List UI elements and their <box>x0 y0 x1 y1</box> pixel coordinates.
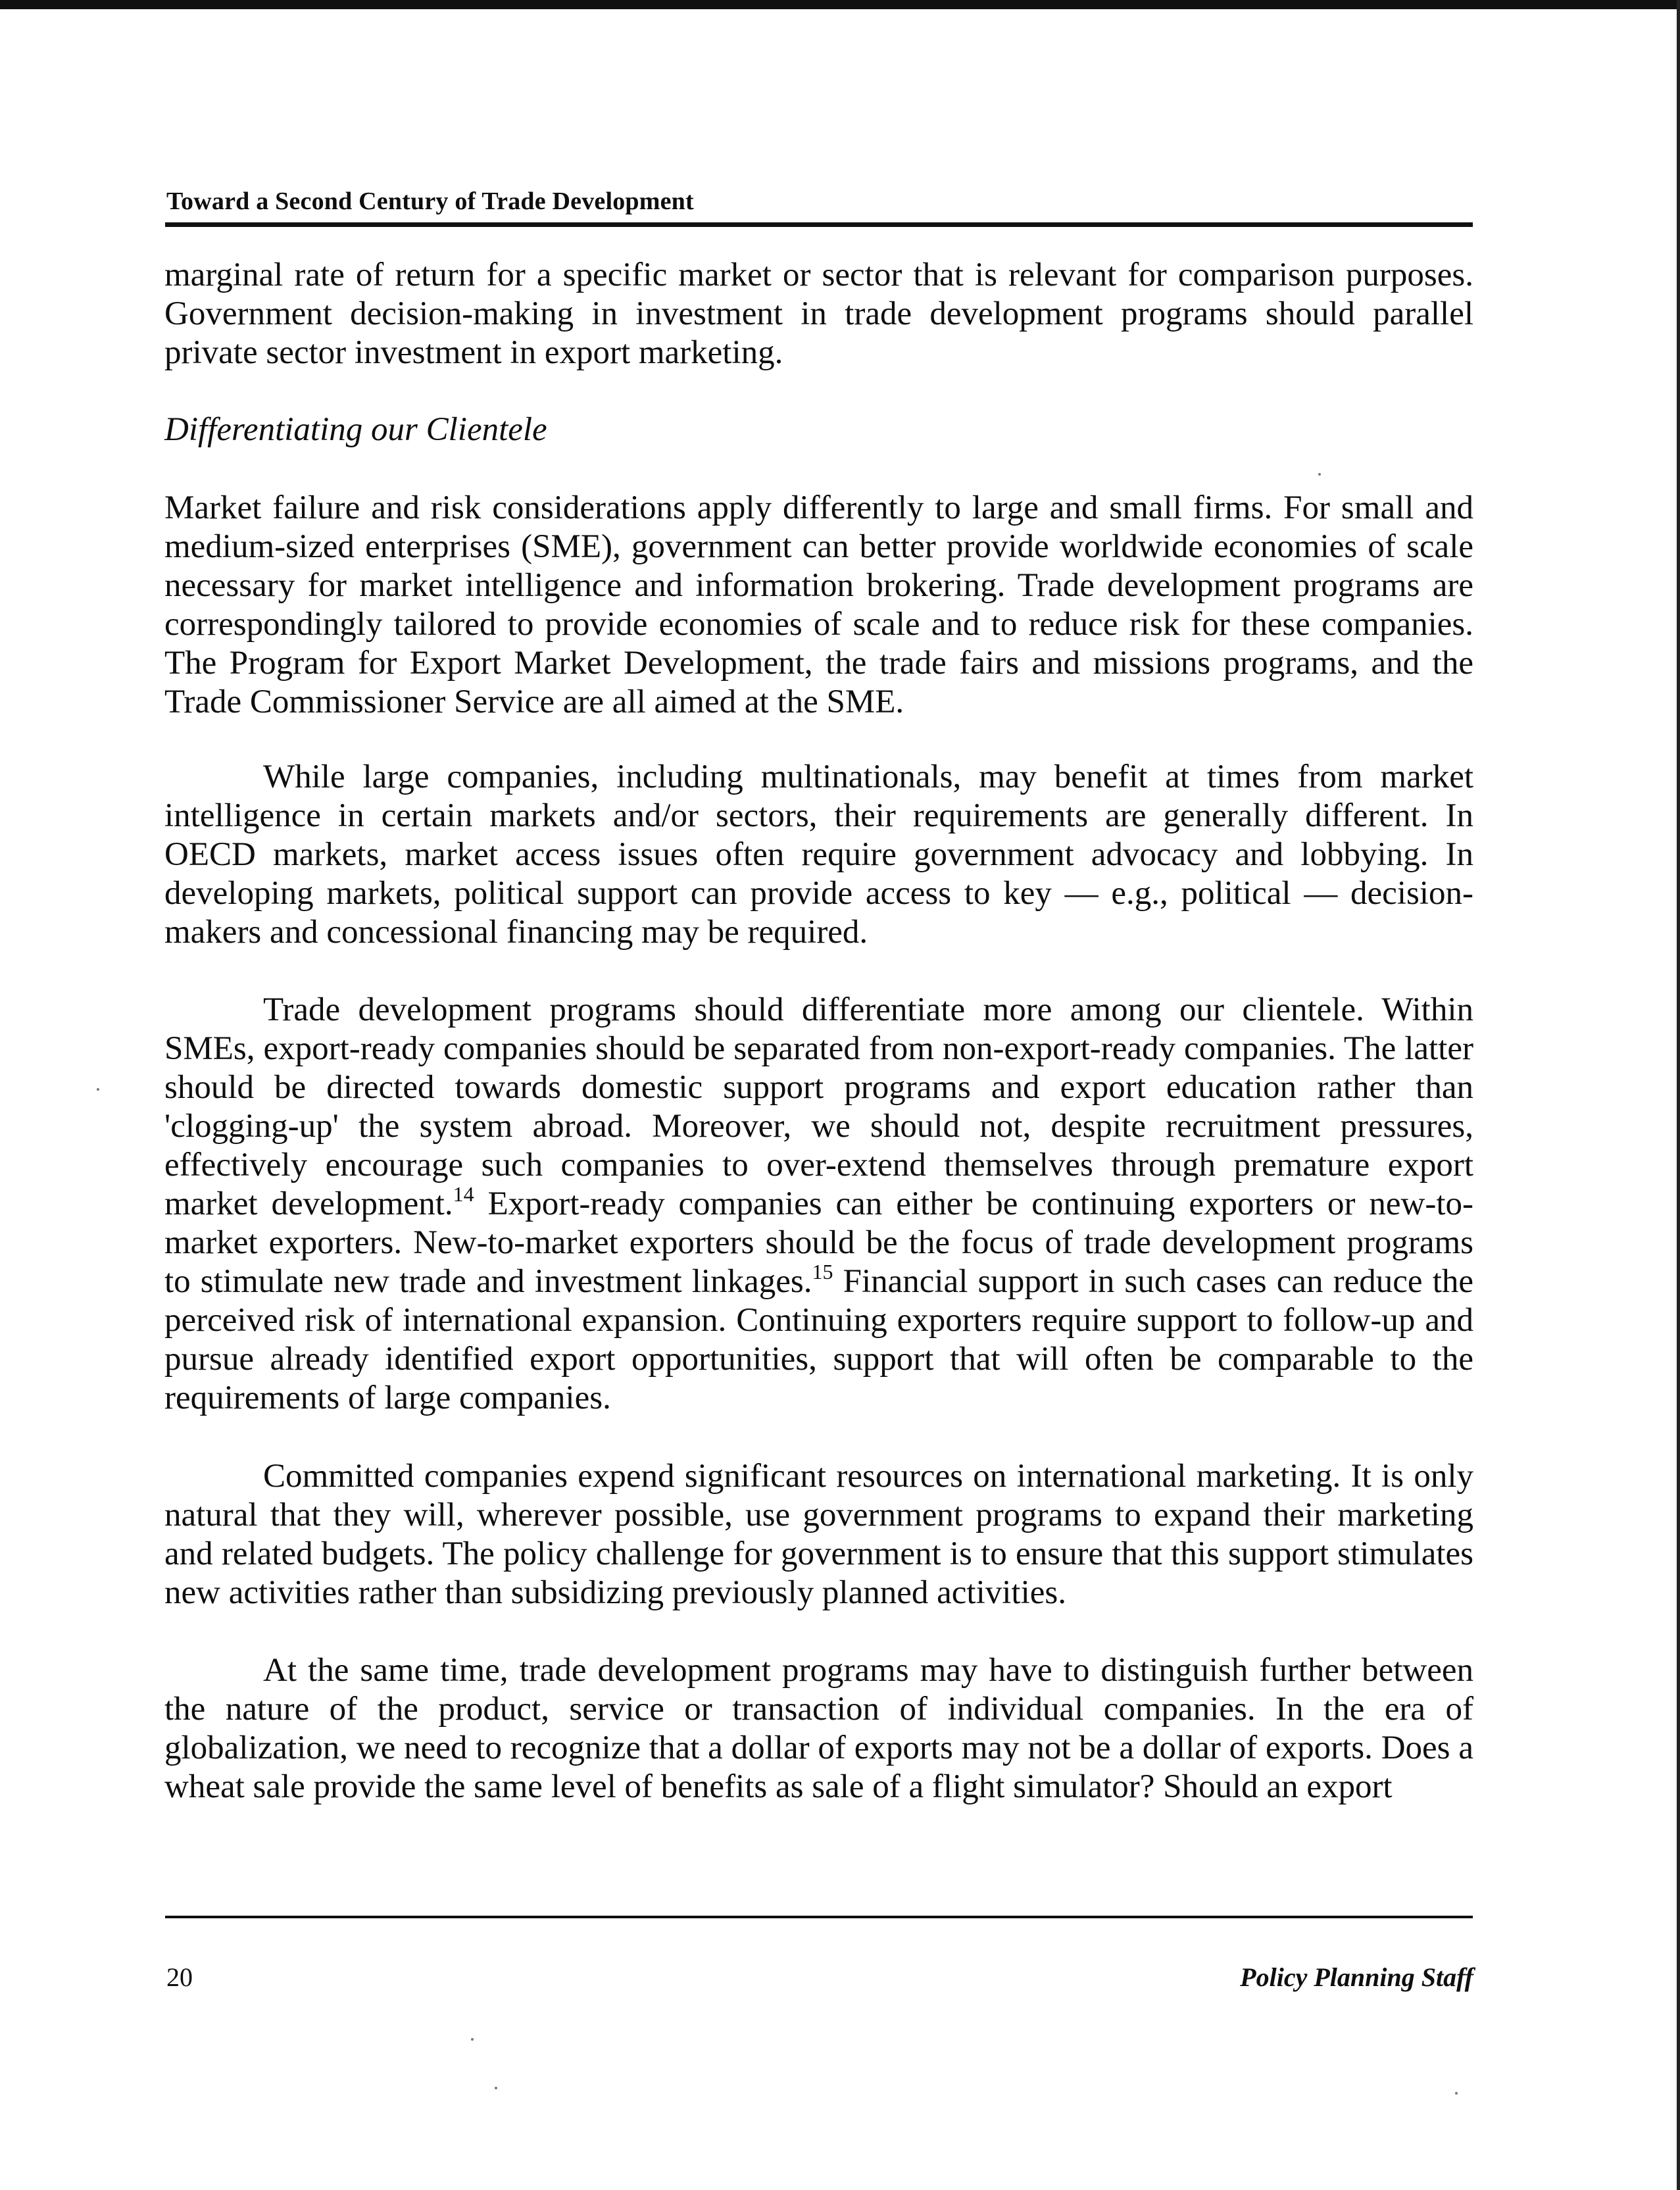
footnote-ref-14[interactable]: 14 <box>453 1182 474 1206</box>
paragraph-text-part: Export-ready companies can either be continuing exporters or new-to-market exporters. New-to-market exporters should be the focus of trade development programs to stimulate new trade and investment linkages. <box>164 1185 1473 1300</box>
paragraph-continuation: marginal rate of return for a specific market or sector that is relevant for comparison purposes. Government decision-making in investment in trade development programs should parallel private sector investment in export marketing. <box>164 257 1473 371</box>
footnote-ref-15[interactable]: 15 <box>812 1260 833 1283</box>
scan-speck <box>1318 473 1321 476</box>
paragraph-differentiate-clientele <box>164 991 1473 1418</box>
footer-credit: Policy Planning Staff <box>1240 1962 1473 1992</box>
page-number: 20 <box>166 1962 193 1992</box>
section-heading: Differentiating our Clientele <box>164 411 547 448</box>
scan-speck <box>471 2038 474 2041</box>
footer-rule <box>165 1916 1473 1918</box>
header-rule <box>165 222 1473 227</box>
scan-speck <box>1455 2092 1458 2095</box>
paragraph-large-companies: While large companies, including multinationals, may benefit at times from market intelligence in certain markets and/or sectors, their requirements are generally different. In OECD markets, market access issues often require government advocacy and lobbying. In developing markets, political support can provide access to key — e.g., political — decision-makers and concessional financing may be required. <box>164 759 1473 951</box>
paragraph-committed-companies: Committed companies expend significant resources on international marketing. It is only natural that they will, wherever possible, use government programs to expand their marketing and related budgets. The policy challenge for government is to ensure that this support stimulates new activities rather than subsidizing previously planned activities. <box>164 1458 1473 1611</box>
paragraph-text-part: Financial support in such cases can reduce the perceived risk of international expansion. Continuing exporters require support to follow-up and pursue already identified export opportunities, support that will often be comparable to the requirements of large companies. <box>164 1263 1473 1416</box>
paragraph-text-part: Trade development programs should differentiate more among our clientele. Within SMEs, export-ready companies should be separated from non-export-ready companies. The latter should be directed towards domestic support programs and export education rather than 'clogging-up' the system abroad. Moreover, we should not, despite recruitment pressures, effectively encourage such companies to over-extend themselves through premature export market development. <box>164 991 1473 1222</box>
paragraph-market-failure: Market failure and risk considerations apply differently to large and small firms. For small and medium-sized enterprises (SME), government can better provide worldwide economies of scale necessary for market intelligence and information brokering. Trade development programs are correspondingly tailored to provide economies of scale and to reduce risk for these companies. The Program for Export Market Development, the trade fairs and missions programs, and the Trade Commissioner Service are all aimed at the SME. <box>164 489 1473 720</box>
running-header: Toward a Second Century of Trade Development <box>166 187 694 215</box>
paragraph-distinguish-products: At the same time, trade development programs may have to distinguish further between the nature of the product, service or transaction of individual companies. In the era of globalization, we need to recognize that a dollar of exports may not be a dollar of exports. Does a wheat sale provide the same level of benefits as sale of a flight simulator? Should an export <box>164 1652 1473 1805</box>
scan-speck <box>97 1088 99 1091</box>
scan-speck <box>495 2087 497 2089</box>
scan-right-edge <box>1677 0 1680 2190</box>
scan-top-edge <box>0 0 1680 9</box>
